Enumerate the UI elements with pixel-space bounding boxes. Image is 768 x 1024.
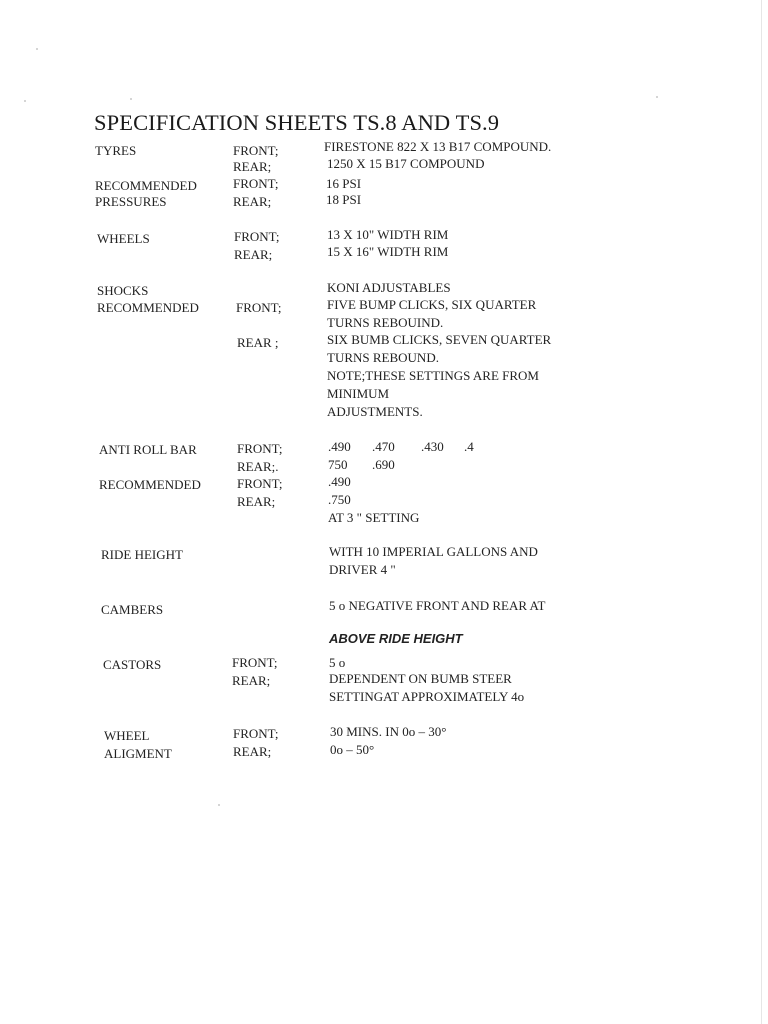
wheels-front-value: 13 X 10" WIDTH RIM xyxy=(327,227,449,242)
pressures-front-label: FRONT; xyxy=(233,176,279,191)
shocks-label-line2: RECOMMENDED xyxy=(97,300,199,315)
scan-speck xyxy=(24,100,26,102)
anti-roll-bar-recommended-label: RECOMMENDED xyxy=(99,477,201,492)
tyres-front-label: FRONT; xyxy=(233,143,279,158)
anti-roll-bar-rear-label: REAR;. xyxy=(237,459,279,474)
shocks-note-line1: NOTE;THESE SETTINGS ARE FROM xyxy=(327,368,539,383)
anti-roll-bar-front-label: FRONT; xyxy=(237,441,283,456)
anti-roll-bar-label: ANTI ROLL BAR xyxy=(99,442,197,457)
anti-roll-bar-rear-value: 750 xyxy=(328,457,348,472)
castors-rear-value-line2: SETTINGAT APPROXIMATELY 4o xyxy=(329,689,525,704)
castors-front-value: 5 o xyxy=(329,655,346,670)
shocks-note-line3: ADJUSTMENTS. xyxy=(327,404,423,419)
shocks-rear-value-line2: TURNS REBOUND. xyxy=(327,350,439,365)
cambers-label: CAMBERS xyxy=(101,602,164,617)
shocks-label-line1: SHOCKS xyxy=(97,283,149,298)
anti-roll-bar-front-value: .470 xyxy=(372,439,395,454)
cambers-value-line2: ABOVE RIDE HEIGHT xyxy=(329,631,463,646)
anti-roll-bar-rec-rear-value: .750 xyxy=(328,492,351,507)
wheel-alignment-label-line2: ALIGMENT xyxy=(104,746,172,761)
scan-speck xyxy=(656,96,658,98)
wheel-alignment-front-label: FRONT; xyxy=(233,726,279,741)
cambers-value-line1: 5 o NEGATIVE FRONT AND REAR AT xyxy=(329,598,546,613)
castors-front-label: FRONT; xyxy=(232,655,278,670)
pressures-rear-label: REAR; xyxy=(233,194,272,209)
tyres-label: TYRES xyxy=(95,143,137,158)
castors-rear-label: REAR; xyxy=(232,673,271,688)
wheels-front-label: FRONT; xyxy=(234,229,280,244)
wheels-rear-value: 15 X 16" WIDTH RIM xyxy=(327,244,449,259)
wheel-alignment-rear-label: REAR; xyxy=(233,744,272,759)
pressures-label-line2: PRESSURES xyxy=(95,194,167,209)
anti-roll-bar-rear-value: .690 xyxy=(372,457,395,472)
castors-rear-value-line1: DEPENDENT ON BUMB STEER xyxy=(329,671,512,686)
ride-height-label: RIDE HEIGHT xyxy=(101,547,183,562)
anti-roll-bar-front-value: .490 xyxy=(328,439,351,454)
wheel-alignment-rear-value: 0o – 50° xyxy=(330,742,375,757)
wheels-label: WHEELS xyxy=(97,231,150,246)
wheel-alignment-front-value: 30 MINS. IN 0o – 30° xyxy=(330,724,447,739)
pressures-front-value: 16 PSI xyxy=(326,176,362,191)
tyres-rear-label: REAR; xyxy=(233,159,272,174)
shocks-rear-label: REAR ; xyxy=(237,335,279,350)
scan-speck xyxy=(130,98,132,100)
shocks-front-value-line1: FIVE BUMP CLICKS, SIX QUARTER xyxy=(327,297,537,312)
shocks-front-value-line2: TURNS REBOUIND. xyxy=(327,315,444,330)
anti-roll-bar-front-value: .430 xyxy=(421,439,444,454)
anti-roll-bar-rec-front-value: .490 xyxy=(328,474,351,489)
shocks-type-value: KONI ADJUSTABLES xyxy=(327,280,451,295)
tyres-rear-value: 1250 X 15 B17 COMPOUND xyxy=(327,156,485,171)
tyres-front-value: FIRESTONE 822 X 13 B17 COMPOUND. xyxy=(324,139,552,154)
anti-roll-bar-rec-front-label: FRONT; xyxy=(237,476,283,491)
wheels-rear-label: REAR; xyxy=(234,247,273,262)
anti-roll-bar-front-value: .4 xyxy=(464,439,474,454)
shocks-rear-value-line1: SIX BUMB CLICKS, SEVEN QUARTER xyxy=(327,332,552,347)
ride-height-value-line2: DRIVER 4 " xyxy=(329,562,396,577)
wheel-alignment-label-line1: WHEEL xyxy=(104,728,150,743)
castors-label: CASTORS xyxy=(103,657,162,672)
scan-edge-shadow xyxy=(761,0,762,1024)
scan-speck xyxy=(218,804,220,806)
anti-roll-bar-setting-value: AT 3 " SETTING xyxy=(328,510,420,525)
shocks-front-label: FRONT; xyxy=(236,300,282,315)
page-title: SPECIFICATION SHEETS TS.8 AND TS.9 xyxy=(94,110,500,135)
shocks-note-line2: MINIMUM xyxy=(327,386,390,401)
pressures-rear-value: 18 PSI xyxy=(326,192,362,207)
anti-roll-bar-rec-rear-label: REAR; xyxy=(237,494,276,509)
ride-height-value-line1: WITH 10 IMPERIAL GALLONS AND xyxy=(329,544,538,559)
scan-speck xyxy=(36,48,38,50)
pressures-label-line1: RECOMMENDED xyxy=(95,178,197,193)
